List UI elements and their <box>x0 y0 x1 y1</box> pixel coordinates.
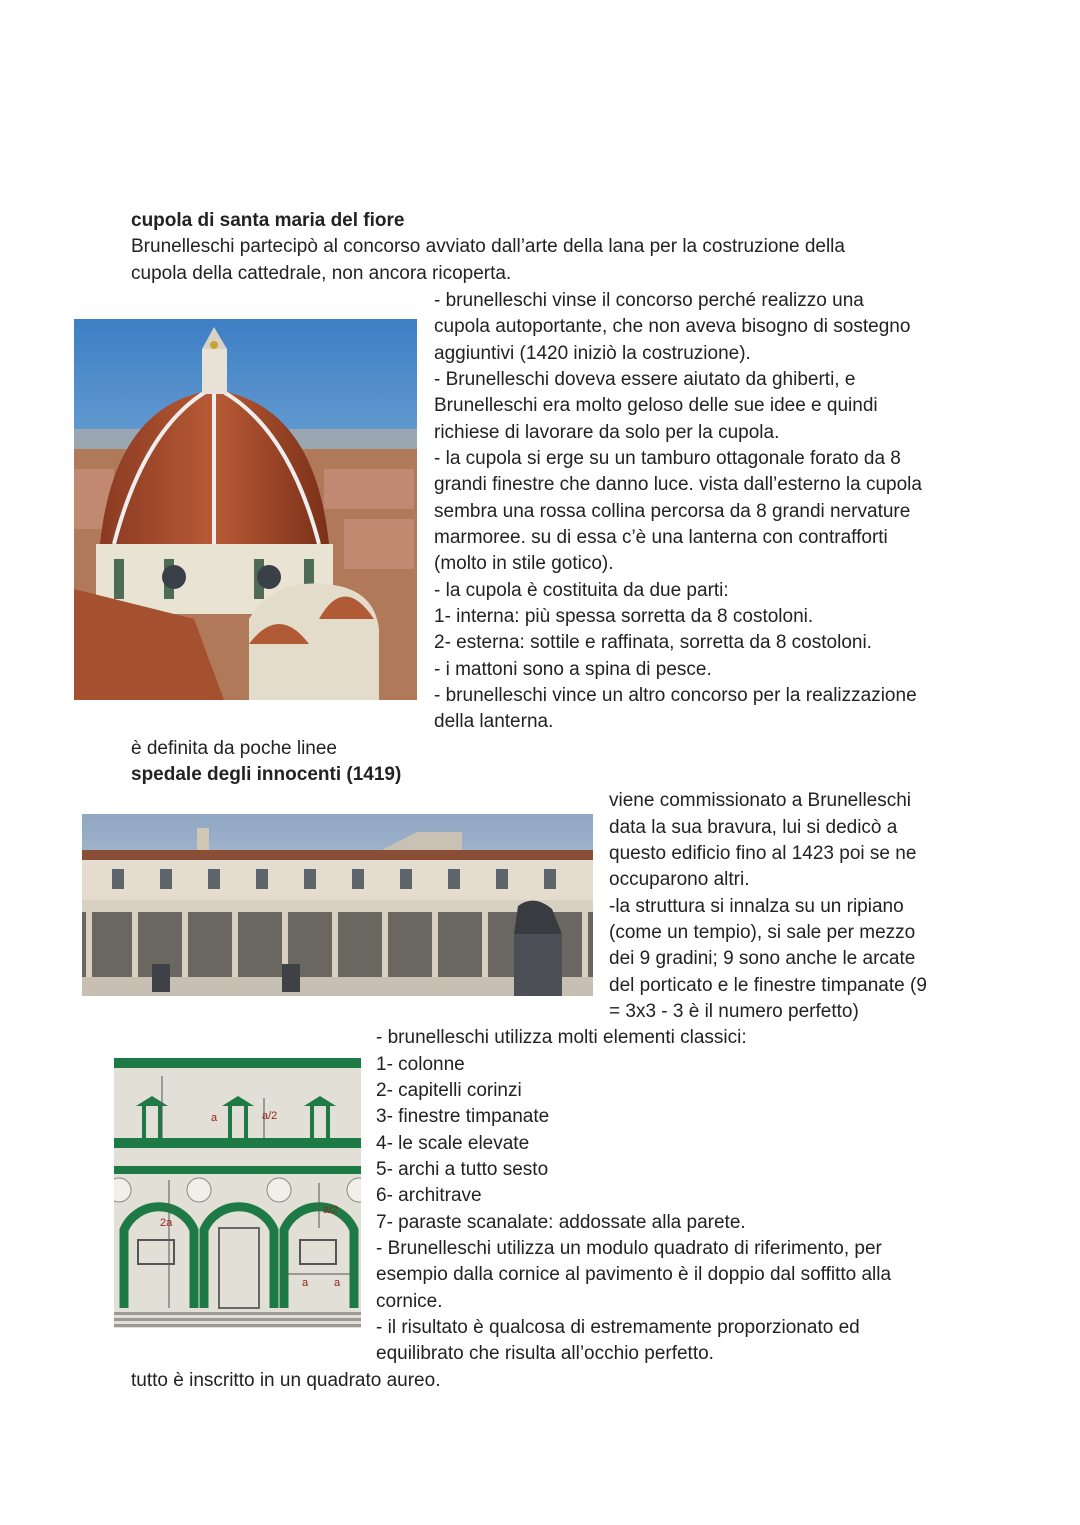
elements-list-line: 2- capitelli corinzi <box>376 1080 522 1101</box>
elements-list-line: equilibrato che risulta all’occhio perfetto. <box>376 1343 714 1364</box>
cupola-text-line: - Brunelleschi doveva essere aiutato da ghiberti, e <box>434 369 856 390</box>
cupola-text-line: grandi finestre che danno luce. vista dall’esterno la cupola <box>434 474 922 495</box>
cupola-text-line: della lanterna. <box>434 711 554 732</box>
cupola-text-line: - brunelleschi vinse il concorso perché realizzo una <box>434 290 864 311</box>
cupola-text-line: richiese di lavorare da solo per la cupola. <box>434 422 780 443</box>
spedale-photo <box>82 814 593 996</box>
spedale-text-line: occuparono altri. <box>609 869 750 890</box>
spedale-text-line: data la sua bravura, lui si dedicò a <box>609 817 898 838</box>
spedale-text-line: (come un tempio), si sale per mezzo <box>609 922 916 943</box>
spedale-text-line: = 3x3 - 3 è il numero perfetto) <box>609 1001 859 1022</box>
elements-list-line: - il risultato è qualcosa di estremamente proporzionato ed <box>376 1317 860 1338</box>
proportion-diagram <box>114 1058 361 1328</box>
spedale-closing: tutto è inscritto in un quadrato aureo. <box>131 1370 441 1391</box>
cupola-text-line: - la cupola si erge su un tamburo ottagonale forato da 8 <box>434 448 901 469</box>
spedale-text-line: questo edificio fino al 1423 poi se ne <box>609 843 917 864</box>
diagram-label-a-right: a <box>334 1277 341 1289</box>
cupola-text-line: 1- interna: più spessa sorretta da 8 costoloni. <box>434 606 814 627</box>
cupola-closing: è definita da poche linee <box>131 738 337 759</box>
diagram-label-a-half: a/2 <box>262 1110 278 1122</box>
diagram-label-2a: 2a <box>160 1217 173 1229</box>
elements-list-line: 6- architrave <box>376 1185 482 1206</box>
cupola-text-line: 2- esterna: sottile e raffinata, sorretta da 8 costoloni. <box>434 632 872 653</box>
spedale-text-line: viene commissionato a Brunelleschi <box>609 790 912 811</box>
elements-list-line: 5- archi a tutto sesto <box>376 1159 549 1180</box>
elements-list-line: 7- paraste scanalate: addossate alla parete. <box>376 1212 746 1233</box>
diagram-label-a-left: a <box>302 1277 309 1289</box>
intro-line: Brunelleschi partecipò al concorso avviato dall’arte della lana per la costruzione della <box>131 236 845 257</box>
cupola-photo <box>74 319 417 700</box>
cupola-text-line: - la cupola è costituita da due parti: <box>434 580 729 601</box>
cupola-text-line: marmoree. su di essa c’è una lanterna con contrafforti <box>434 527 888 548</box>
spedale-text-line: dei 9 gradini; 9 sono anche le arcate <box>609 948 916 969</box>
elements-list-line: 4- le scale elevate <box>376 1133 530 1154</box>
intro-line: cupola della cattedrale, non ancora ricoperta. <box>131 263 512 284</box>
diagram-label-a: a <box>211 1112 218 1124</box>
spedale-text-line: del porticato e le finestre timpanate (9 <box>609 975 927 996</box>
elements-list-line: 3- finestre timpanate <box>376 1106 550 1127</box>
cupola-text-line: sembra una rossa collina percorsa da 8 grandi nervature <box>434 501 911 522</box>
cupola-text-line: - i mattoni sono a spina di pesce. <box>434 659 712 680</box>
diagram-label-a-half-lower: a/2 <box>323 1204 339 1216</box>
cupola-text-line: aggiuntivi (1420 iniziò la costruzione). <box>434 343 751 364</box>
section-title-spedale: spedale degli innocenti (1419) <box>131 764 402 785</box>
cupola-text-line: - brunelleschi vince un altro concorso per la realizzazione <box>434 685 917 706</box>
elements-list-line: - brunelleschi utilizza molti elementi classici: <box>376 1027 747 1048</box>
cupola-text-line: cupola autoportante, che non aveva bisogno di sostegno <box>434 316 911 337</box>
spedale-text-line: -la struttura si innalza su un ripiano <box>609 896 904 917</box>
elements-list-line: esempio dalla cornice al pavimento è il doppio dal soffitto alla <box>376 1264 892 1285</box>
section-title-cupola: cupola di santa maria del fiore <box>131 210 405 231</box>
elements-list-line: cornice. <box>376 1291 443 1312</box>
elements-list-line: 1- colonne <box>376 1054 465 1075</box>
elements-list-line: - Brunelleschi utilizza un modulo quadrato di riferimento, per <box>376 1238 882 1259</box>
cupola-text-line: (molto in stile gotico). <box>434 553 614 574</box>
cupola-text-line: Brunelleschi era molto geloso delle sue idee e quindi <box>434 395 878 416</box>
